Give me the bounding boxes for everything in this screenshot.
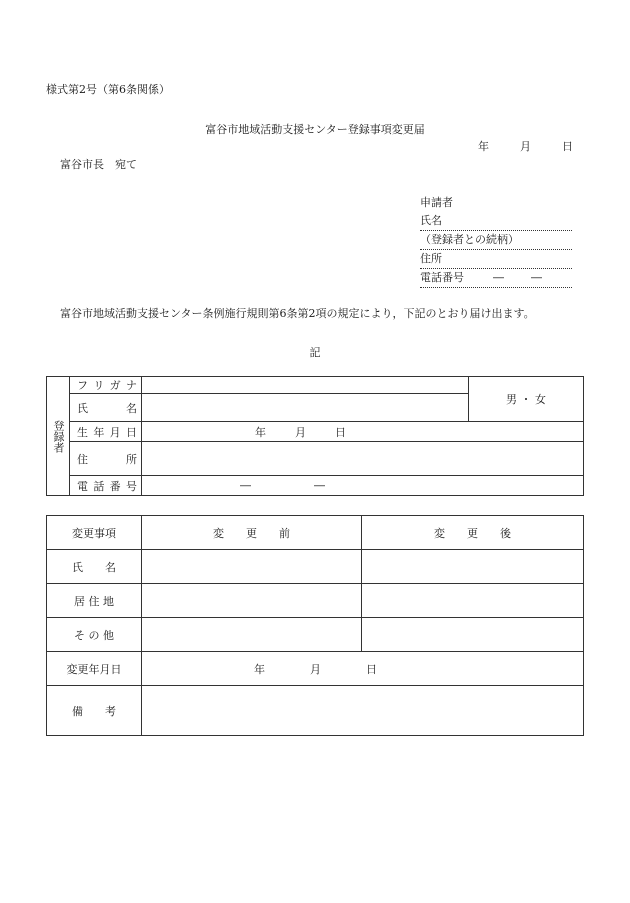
birthdate-input[interactable] bbox=[142, 422, 584, 442]
change-table bbox=[46, 515, 584, 736]
applicant-address-field[interactable] bbox=[420, 250, 572, 269]
ki-heading: 記 bbox=[309, 346, 321, 359]
other-before-input[interactable] bbox=[142, 618, 362, 652]
gender-select[interactable]: 男 ・ 女 bbox=[469, 377, 584, 422]
address-label: 住 所 bbox=[70, 442, 142, 476]
applicant-heading: 申請者 bbox=[420, 196, 453, 209]
addressee: 富谷市長 宛て bbox=[60, 158, 137, 171]
remarks-label: 備 考 bbox=[47, 686, 142, 736]
address-input[interactable] bbox=[142, 442, 584, 476]
applicant-block bbox=[420, 194, 572, 288]
name-before-input[interactable] bbox=[142, 550, 362, 584]
col-header-before: 変 更 前 bbox=[142, 516, 362, 550]
name-label: 氏 名 bbox=[70, 394, 142, 422]
date-year: 年 bbox=[478, 140, 489, 153]
change-date-label: 変更年月日 bbox=[47, 652, 142, 686]
date-day: 日 bbox=[562, 140, 573, 153]
name-input[interactable] bbox=[142, 394, 469, 422]
applicant-phone-field[interactable] bbox=[420, 269, 572, 288]
furigana-input[interactable] bbox=[142, 377, 469, 394]
residence-before-input[interactable] bbox=[142, 584, 362, 618]
other-after-input[interactable] bbox=[362, 618, 584, 652]
phone-dash: ― bbox=[493, 271, 504, 284]
statement-text: 富谷市地域活動支援センター条例施行規則第6条第2項の規定により，下記のとおり届け出ます。 bbox=[60, 307, 535, 320]
birthdate-label: 生 年 月 日 bbox=[70, 422, 142, 442]
applicant-relation-field[interactable] bbox=[420, 231, 572, 250]
col-header-after: 変 更 後 bbox=[362, 516, 584, 550]
phone-input[interactable] bbox=[142, 476, 584, 496]
row-label-residence: 居 住 地 bbox=[47, 584, 142, 618]
change-day: 日 bbox=[366, 662, 377, 676]
applicant-name-label: 氏名 bbox=[420, 214, 442, 227]
birth-day: 日 bbox=[335, 425, 346, 439]
change-year: 年 bbox=[254, 662, 265, 676]
phone-dash: ― bbox=[314, 479, 325, 492]
remarks-input[interactable] bbox=[142, 686, 584, 736]
col-header-item: 変更事項 bbox=[47, 516, 142, 550]
phone-dash: ― bbox=[240, 479, 251, 492]
applicant-phone-label: 電話番号 bbox=[420, 271, 464, 284]
change-month: 月 bbox=[310, 662, 321, 676]
name-after-input[interactable] bbox=[362, 550, 584, 584]
change-date-input[interactable] bbox=[142, 652, 584, 686]
phone-label: 電 話 番 号 bbox=[70, 476, 142, 496]
registrant-table bbox=[46, 376, 584, 496]
date-month: 月 bbox=[520, 140, 531, 153]
phone-dash: ― bbox=[531, 271, 542, 284]
applicant-relation-label: （登録者との続柄） bbox=[420, 233, 519, 246]
row-label-name: 氏 名 bbox=[47, 550, 142, 584]
row-label-other: そ の 他 bbox=[47, 618, 142, 652]
birth-month: 月 bbox=[295, 425, 306, 439]
document-title: 富谷市地域活動支援センター登録事項変更届 bbox=[205, 123, 425, 136]
applicant-address-label: 住所 bbox=[420, 252, 442, 265]
registrant-section-label: 登録者 bbox=[47, 377, 70, 496]
applicant-name-field[interactable] bbox=[420, 212, 572, 231]
form-number: 様式第2号（第6条関係） bbox=[46, 83, 170, 96]
submission-date bbox=[478, 138, 573, 154]
residence-after-input[interactable] bbox=[362, 584, 584, 618]
birth-year: 年 bbox=[255, 425, 266, 439]
furigana-label: フ リ ガ ナ bbox=[70, 377, 142, 394]
